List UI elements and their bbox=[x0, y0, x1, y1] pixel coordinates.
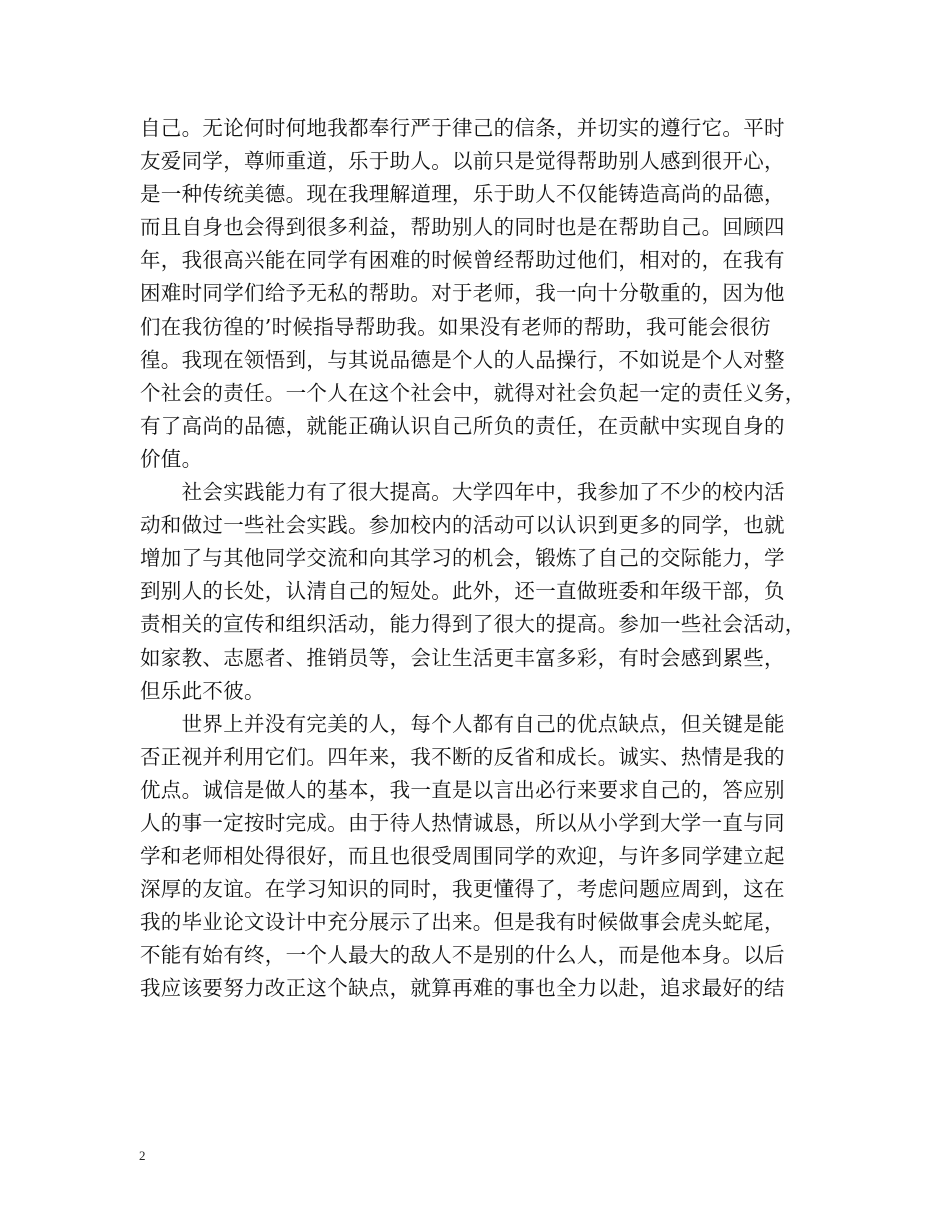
text-line: 困难时同学们给予无私的帮助。对于老师，我一向十分敬重的，因为他 bbox=[140, 281, 785, 306]
text-line: 而且自身也会得到很多利益，帮助别人的同时也是在帮助自己。回顾四 bbox=[140, 215, 785, 240]
text-line: 优点。诚信是做人的基本，我一直是以言出必行来要求自己的，答应别 bbox=[140, 777, 785, 802]
text-line: 价值。 bbox=[140, 446, 203, 471]
text-line: 责相关的宣传和组织活动，能力得到了很大的提高。参加一些社会活动， bbox=[140, 612, 806, 637]
text-line: 如家教、志愿者、推销员等，会让生活更丰富多彩，有时会感到累些， bbox=[140, 645, 785, 670]
text-line: 年，我很高兴能在同学有困难的时候曾经帮助过他们，相对的，在我有 bbox=[140, 248, 785, 273]
text-line: 世界上并没有完美的人，每个人都有自己的优点缺点，但关键是能 bbox=[140, 711, 785, 736]
text-line: 是一种传统美德。现在我理解道理，乐于助人不仅能铸造高尚的品德， bbox=[140, 182, 785, 207]
text-line: 们在我彷徨的’时候指导帮助我。如果没有老师的帮助，我可能会很彷 bbox=[140, 314, 771, 339]
text-line: 到别人的长处，认清自己的短处。此外，还一直做班委和年级干部，负 bbox=[140, 579, 785, 604]
text-line: 社会实践能力有了很大提高。大学四年中，我参加了不少的校内活 bbox=[140, 480, 785, 505]
text-line: 不能有始有终，一个人最大的敌人不是别的什么人，而是他本身。以后 bbox=[140, 943, 785, 968]
page-number: 2 bbox=[139, 1148, 146, 1163]
text-line: 动和做过一些社会实践。参加校内的活动可以认识到更多的同学，也就 bbox=[140, 513, 785, 538]
text-line: 深厚的友谊。在学习知识的同时，我更懂得了，考虑问题应周到，这在 bbox=[140, 877, 785, 902]
text-line: 但乐此不彼。 bbox=[140, 678, 265, 703]
text-line: 学和老师相处得很好，而且也很受周围同学的欢迎，与许多同学建立起 bbox=[140, 844, 785, 869]
text-line: 徨。我现在领悟到，与其说品德是个人的人品操行，不如说是个人对整 bbox=[140, 347, 785, 372]
text-line: 否正视并利用它们。四年来，我不断的反省和成长。诚实、热情是我的 bbox=[140, 744, 785, 769]
text-line: 我的毕业论文设计中充分展示了出来。但是我有时候做事会虎头蛇尾， bbox=[140, 910, 785, 935]
text-line: 个社会的责任。一个人在这个社会中，就得对社会负起一定的责任义务， bbox=[140, 380, 806, 405]
text-line: 我应该要努力改正这个缺点，就算再难的事也全力以赴，追求最好的结 bbox=[140, 976, 785, 1001]
text-line: 自己。无论何时何地我都奉行严于律己的信条，并切实的遵行它。平时 bbox=[140, 116, 785, 140]
text-line: 友爱同学，尊师重道，乐于助人。以前只是觉得帮助别人感到很开心， bbox=[140, 149, 785, 174]
text-line: 有了高尚的品德，就能正确认识自己所负的责任，在贡献中实现自身的 bbox=[140, 413, 785, 438]
text-line: 增加了与其他同学交流和向其学习的机会，锻炼了自己的交际能力，学 bbox=[140, 546, 785, 571]
body-text bbox=[140, 112, 830, 1006]
text-line: 人的事一定按时完成。由于待人热情诚恳，所以从小学到大学一直与同 bbox=[140, 810, 785, 835]
